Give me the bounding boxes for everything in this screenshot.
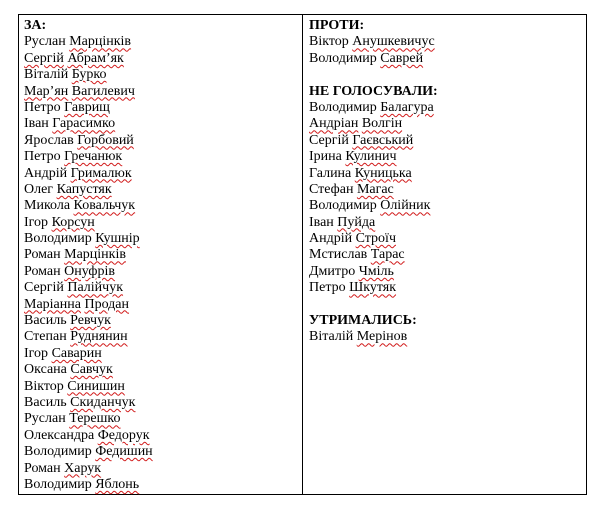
surname: Руднянин [70, 329, 128, 345]
member-name [24, 231, 302, 247]
member-name [24, 67, 302, 83]
surname: Вагилевич [71, 83, 135, 99]
surname: Волгін [361, 116, 403, 132]
member-name [309, 149, 586, 165]
surname: Грималюк [70, 165, 132, 181]
surname: Продан [84, 296, 130, 312]
member-name [24, 362, 302, 378]
given-name: Василь [24, 394, 67, 410]
spacer [309, 297, 586, 313]
surname: Чміль [358, 263, 394, 279]
member-name [24, 51, 302, 67]
member-name [24, 329, 302, 345]
member-name [24, 149, 302, 165]
abstained-list [309, 329, 586, 345]
member-name [309, 133, 586, 149]
surname: Шкутяк [349, 280, 397, 296]
given-name: Мар’ян [24, 83, 69, 99]
member-name [24, 166, 302, 182]
member-name [309, 116, 586, 132]
not-voted-list [309, 100, 586, 297]
given-name: Олег [24, 181, 54, 197]
member-name [309, 280, 586, 296]
given-name: Маріанна [24, 296, 81, 312]
member-name [24, 182, 302, 198]
member-name [24, 264, 302, 280]
given-name: Володимир [309, 99, 377, 115]
given-name: Сергій [24, 50, 64, 66]
member-name [309, 231, 586, 247]
surname: Савчук [70, 362, 113, 378]
given-name: Петро [309, 280, 346, 296]
member-name [309, 215, 586, 231]
surname: Скиданчук [70, 394, 136, 410]
given-name: Ігор [24, 345, 49, 361]
surname: Марцінків [64, 247, 126, 263]
member-name [309, 51, 586, 67]
surname: Балагура [380, 99, 434, 115]
member-name [24, 411, 302, 427]
member-name [24, 34, 302, 50]
surname: Кушнір [95, 231, 140, 247]
given-name: Галина [309, 165, 352, 181]
member-name [24, 116, 302, 132]
given-name: Віктор [24, 378, 64, 394]
not-voted-heading: НЕ ГОЛОСУВАЛИ: [309, 83, 438, 99]
given-name: Руслан [24, 34, 66, 50]
member-name [309, 100, 586, 116]
surname: Абрам’як [67, 50, 124, 66]
surname: Горбовий [77, 132, 134, 148]
given-name: Іван [309, 214, 334, 230]
member-name [24, 461, 302, 477]
surname: Капустяк [56, 181, 112, 197]
surname: Пуйда [337, 214, 376, 230]
member-name [309, 247, 586, 263]
abstained-heading: УТРИМАЛИСЬ: [309, 313, 417, 329]
member-name [24, 215, 302, 231]
given-name: Сергій [24, 280, 64, 296]
given-name: Віталій [309, 329, 354, 345]
member-name [24, 84, 302, 100]
surname: Кулинич [345, 149, 397, 165]
member-name [24, 428, 302, 444]
given-name: Оксана [24, 362, 67, 378]
surname: Мерінов [356, 329, 408, 345]
member-name [24, 346, 302, 362]
given-name: Віктор [309, 34, 349, 50]
member-name [24, 100, 302, 116]
surname: Гречанюк [64, 149, 123, 165]
surname: Онуфрів [64, 263, 115, 279]
member-name [309, 329, 586, 345]
given-name: Роман [24, 263, 61, 279]
given-name: Ярослав [24, 132, 74, 148]
surname: Куницька [354, 165, 412, 181]
given-name: Віталій [24, 67, 69, 83]
surname: Палійчук [67, 280, 124, 296]
surname: Яблонь [95, 476, 140, 492]
member-name [309, 166, 586, 182]
against-heading: ПРОТИ: [309, 18, 365, 33]
surname: Корсун [51, 214, 95, 230]
given-name: Володимир [24, 444, 92, 460]
given-name: Андріан [309, 116, 359, 132]
given-name: Петро [24, 99, 61, 115]
for-list [24, 34, 302, 493]
given-name: Ірина [309, 149, 342, 165]
other-votes-column [303, 15, 586, 494]
given-name: Петро [24, 149, 61, 165]
member-name [24, 198, 302, 214]
surname: Саврей [380, 50, 424, 66]
given-name: Володимир [309, 50, 377, 66]
given-name: Микола [24, 198, 71, 214]
surname: Марцінків [69, 34, 132, 50]
given-name: Володимир [24, 231, 92, 247]
surname: Анушкевичус [352, 34, 435, 50]
surname: Гаврищ [64, 99, 110, 115]
member-name [24, 280, 302, 296]
surname: Гарасимко [52, 116, 116, 132]
surname: Гаєвський [352, 132, 414, 148]
surname: Саварин [51, 345, 102, 361]
given-name: Андрій [24, 165, 68, 181]
member-name [309, 34, 586, 50]
given-name: Володимир [24, 476, 92, 492]
surname: Ковальчук [73, 198, 136, 214]
given-name: Андрій [309, 231, 353, 247]
surname: Харук [64, 460, 102, 476]
member-name [24, 379, 302, 395]
member-name [24, 444, 302, 460]
surname: Бурко [71, 67, 107, 83]
member-name [309, 182, 586, 198]
member-name [24, 133, 302, 149]
surname: Федорук [97, 427, 150, 443]
member-name [24, 477, 302, 493]
for-heading: ЗА: [24, 18, 47, 33]
spacer [309, 67, 586, 83]
surname: Тарас [370, 247, 405, 263]
surname: Синишин [67, 378, 125, 394]
given-name: Руслан [24, 411, 66, 427]
surname: Магас [356, 181, 394, 197]
given-name: Іван [24, 116, 49, 132]
for-column [19, 15, 303, 494]
surname: Ревчук [70, 313, 111, 329]
vote-results-table [18, 14, 587, 495]
given-name: Роман [24, 247, 61, 263]
given-name: Сергій [309, 132, 349, 148]
given-name: Степан [24, 329, 67, 345]
given-name: Мстислав [309, 247, 368, 263]
given-name: Ігор [24, 214, 49, 230]
member-name [309, 198, 586, 214]
member-name [309, 264, 586, 280]
given-name: Дмитро [309, 263, 356, 279]
given-name: Стефан [309, 181, 354, 197]
member-name [24, 297, 302, 313]
surname: Федишин [95, 444, 153, 460]
surname: Строїч [355, 231, 396, 247]
member-name [24, 247, 302, 263]
member-name [24, 313, 302, 329]
against-list [309, 34, 586, 67]
member-name [24, 395, 302, 411]
given-name: Роман [24, 460, 61, 476]
given-name: Олександра [24, 427, 95, 443]
given-name: Володимир [309, 198, 377, 214]
given-name: Василь [24, 313, 67, 329]
surname: Олійник [380, 198, 431, 214]
surname: Терешко [69, 411, 121, 427]
